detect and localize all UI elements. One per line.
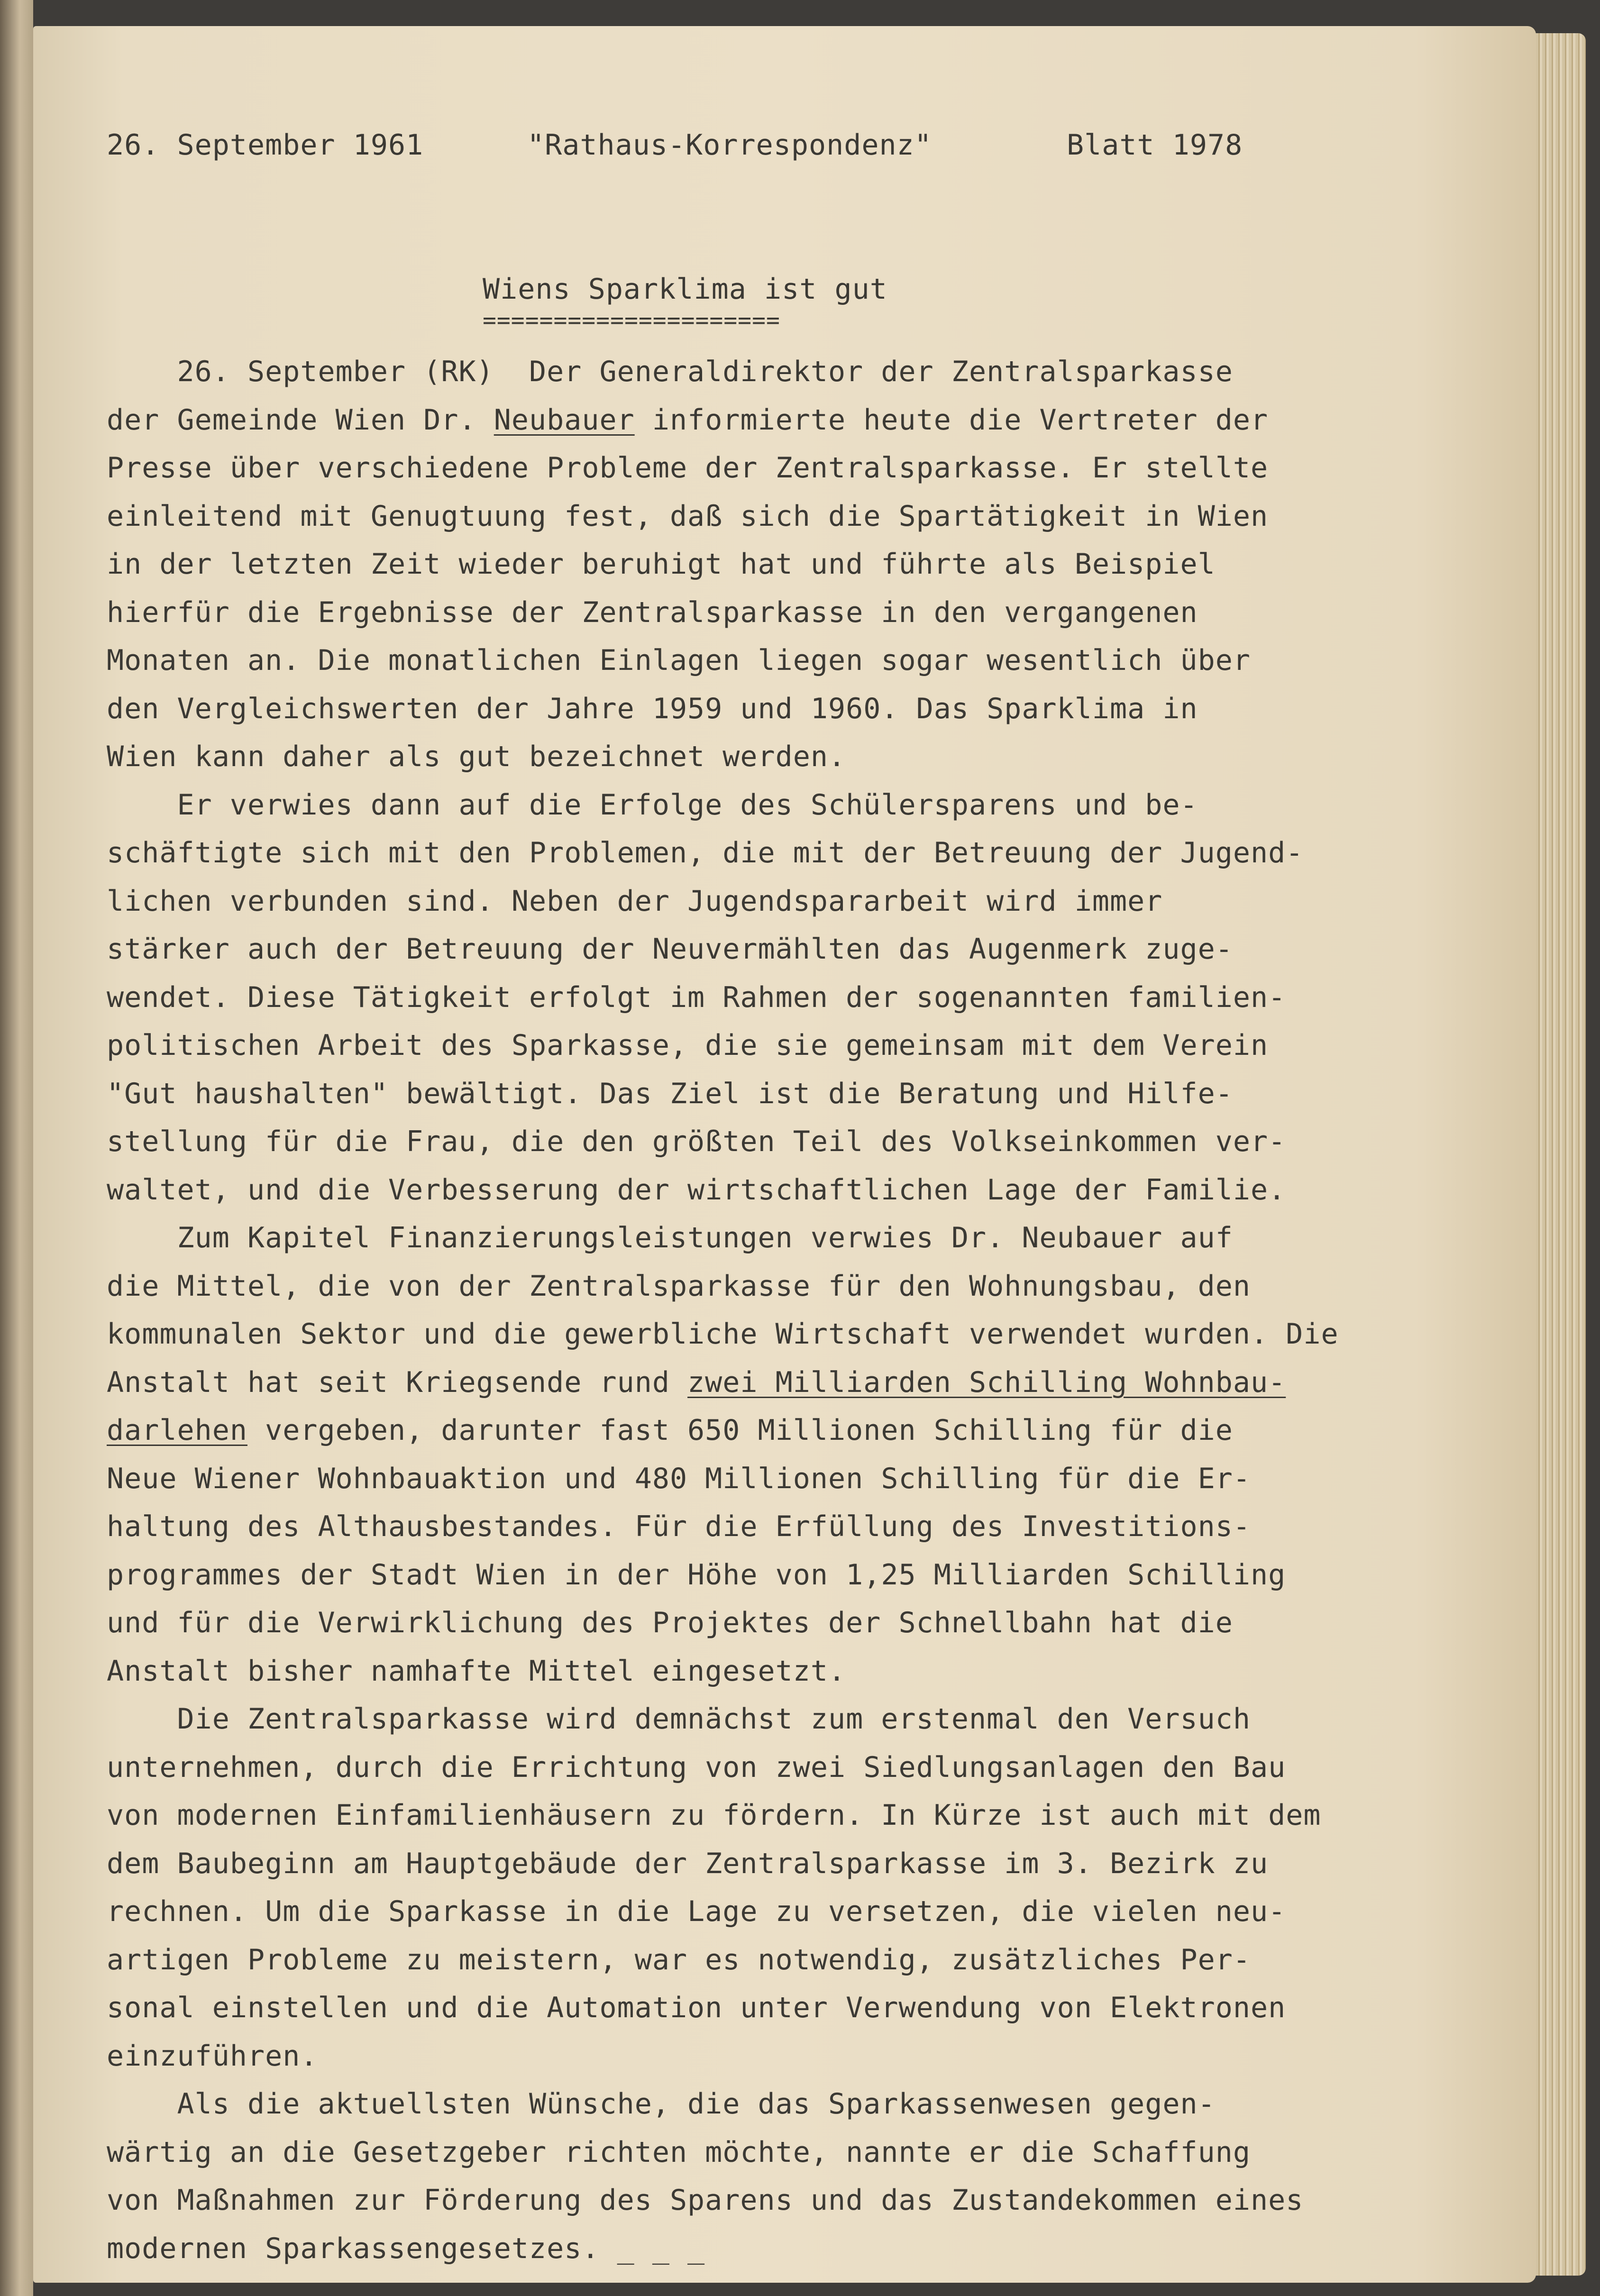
line-text: hierfür die Ergebnisse der Zentralsparkasse in den vergangenen: [107, 595, 1198, 629]
line-text: programmes der Stadt Wien in der Höhe von 1,25 Milliarden Schilling: [107, 1558, 1286, 1592]
body-line: [107, 1173, 1286, 1207]
line-text: Die Zentralsparkasse wird demnächst zum erstenmal den Versuch: [107, 1702, 1251, 1736]
body-line: [107, 646, 1251, 675]
line-text: stellung für die Frau, die den größten Teil des Volkseinkommen ver-: [107, 1125, 1286, 1158]
line-text: rechnen. Um die Sparkasse in die Lage zu versetzen, die vielen neu-: [107, 1895, 1286, 1928]
body-line: [107, 1702, 1251, 1736]
body-line: [107, 1221, 1233, 1254]
body-line: [107, 499, 1269, 533]
line-text: wendet. Diese Tätigkeit erfolgt im Rahmen der sogenannten familien-: [107, 980, 1286, 1014]
line-text: Presse über verschiedene Probleme der Zentralsparkasse. Er stellte: [107, 451, 1269, 485]
body-line: [107, 1365, 1286, 1399]
line-text: 26. September (RK) Der Generaldirektor der Zentralsparkasse: [107, 355, 1233, 388]
header-sheet-number: Blatt 1978: [1067, 128, 1243, 162]
previous-page-edge: [0, 0, 33, 2296]
body-line: [107, 980, 1286, 1014]
body-line: [107, 451, 1269, 485]
body-line: [107, 2039, 318, 2073]
line-text: der Gemeinde Wien Dr.: [107, 403, 494, 437]
line-text: vergeben, darunter fast 650 Millionen Schilling für die: [247, 1414, 1233, 1447]
body-line: [107, 1799, 1321, 1832]
body-line: [107, 836, 1304, 869]
body-line: [107, 2184, 1304, 2217]
body-line: [107, 1269, 1251, 1303]
body-line: [107, 1558, 1286, 1592]
header-publication: "Rathaus-Korrespondenz": [527, 128, 932, 162]
line-text: unternehmen, durch die Errichtung von zwei Siedlungsanlagen den Bau: [107, 1750, 1286, 1784]
line-text: haltung des Althausbestandes. Für die Erfüllung des Investitions-: [107, 1510, 1251, 1543]
body-line: [107, 1943, 1251, 1976]
body-line: [107, 692, 1198, 725]
line-text: Er verwies dann auf die Erfolge des Schülersparens und be-: [107, 788, 1198, 822]
body-line: [107, 357, 1233, 386]
article-title: Wiens Sparklima ist gut: [483, 273, 887, 306]
line-text: modernen Sparkassengesetzes. _ _ _: [107, 2232, 705, 2265]
line-text: sonal einstellen und die Automation unter Verwendung von Elektronen: [107, 1991, 1286, 2024]
body-line: [107, 1031, 1268, 1060]
body-line: [107, 2234, 705, 2263]
line-text: Zum Kapitel Finanzierungsleistungen verwies Dr. Neubauer auf: [107, 1221, 1233, 1254]
underlined-text: darlehen: [107, 1414, 247, 1447]
body-line: [107, 742, 846, 771]
line-text: von modernen Einfamilienhäusern zu fördern. In Kürze ist auch mit dem: [107, 1799, 1321, 1832]
body-line: [107, 1750, 1286, 1784]
line-text: und für die Verwirklichung des Projektes der Schnellbahn hat die: [107, 1606, 1233, 1639]
body-line: [107, 2135, 1251, 2169]
line-text: lichen verbunden sind. Neben der Jugendspararbeit wird immer: [107, 884, 1163, 918]
body-line: [107, 1606, 1233, 1639]
line-text: stärker auch der Betreuung der Neuvermählten das Augenmerk zuge-: [107, 933, 1233, 966]
body-line: [107, 403, 1269, 437]
body-line: [107, 548, 1216, 581]
line-text: Neue Wiener Wohnbauaktion und 480 Millionen Schilling für die Er-: [107, 1462, 1251, 1495]
body-line: [107, 933, 1233, 966]
body-line: [107, 1991, 1286, 2024]
title-underline-rule: =====================: [483, 307, 780, 334]
line-text: dem Baubeginn am Hauptgebäude der Zentralsparkasse im 3. Bezirk zu: [107, 1847, 1269, 1880]
body-line: [107, 884, 1163, 918]
underlined-text: zwei Milliarden Schilling Wohnbau-: [687, 1365, 1286, 1399]
line-text: Als die aktuellsten Wünsche, die das Sparkassenwesen gegen-: [107, 2087, 1216, 2121]
body-line: [107, 1127, 1286, 1156]
line-text: einleitend mit Genugtuung fest, daß sich die Spartätigkeit in Wien: [107, 499, 1269, 533]
line-text: Anstalt bisher namhafte Mittel eingesetzt.: [107, 1654, 846, 1688]
line-text: Wien kann daher als gut bezeichnet werden.: [107, 740, 846, 773]
body-line: [107, 1079, 1233, 1108]
line-text: in der letzten Zeit wieder beruhigt hat und führte als Beispiel: [107, 548, 1216, 581]
body-line: [107, 1512, 1251, 1541]
body-line: [107, 1317, 1339, 1351]
body-line: [107, 1464, 1251, 1493]
body-line: [107, 1416, 1233, 1445]
line-text: informierte heute die Vertreter der: [634, 403, 1269, 437]
line-text: kommunalen Sektor und die gewerbliche Wirtschaft verwendet wurden. Die: [107, 1317, 1339, 1351]
header-date: 26. September 1961: [107, 128, 424, 162]
line-text: artigen Probleme zu meistern, war es notwendig, zusätzliches Per-: [107, 1943, 1251, 1976]
line-text: schäftigte sich mit den Problemen, die mit der Betreuung der Jugend-: [107, 836, 1304, 869]
line-text: die Mittel, die von der Zentralsparkasse für den Wohnungsbau, den: [107, 1269, 1251, 1303]
page-stack-edge: [1529, 33, 1586, 2276]
line-text: Monaten an. Die monatlichen Einlagen liegen sogar wesentlich über: [107, 644, 1251, 677]
body-line: [107, 1849, 1268, 1878]
line-text: politischen Arbeit des Sparkasse, die sie gemeinsam mit dem Verein: [107, 1029, 1269, 1062]
body-line: [107, 1897, 1286, 1926]
line-text: einzuführen.: [107, 2039, 318, 2073]
body-line: [107, 788, 1198, 822]
line-text: Anstalt hat seit Kriegsende rund: [107, 1365, 688, 1399]
line-text: von Maßnahmen zur Förderung des Sparens und das Zustandekommen eines: [107, 2184, 1304, 2217]
line-text: waltet, und die Verbesserung der wirtschaftlichen Lage der Familie.: [107, 1173, 1286, 1207]
body-line: [107, 595, 1198, 629]
line-text: den Vergleichswerten der Jahre 1959 und 1960. Das Sparklima in: [107, 692, 1198, 725]
body-line: [107, 1654, 846, 1688]
line-text: wärtig an die Gesetzgeber richten möchte, nannte er die Schaffung: [107, 2135, 1251, 2169]
underlined-text: Neubauer: [494, 403, 635, 437]
body-line: [107, 2087, 1216, 2121]
line-text: "Gut haushalten" bewältigt. Das Ziel ist die Beratung und Hilfe-: [107, 1077, 1233, 1110]
